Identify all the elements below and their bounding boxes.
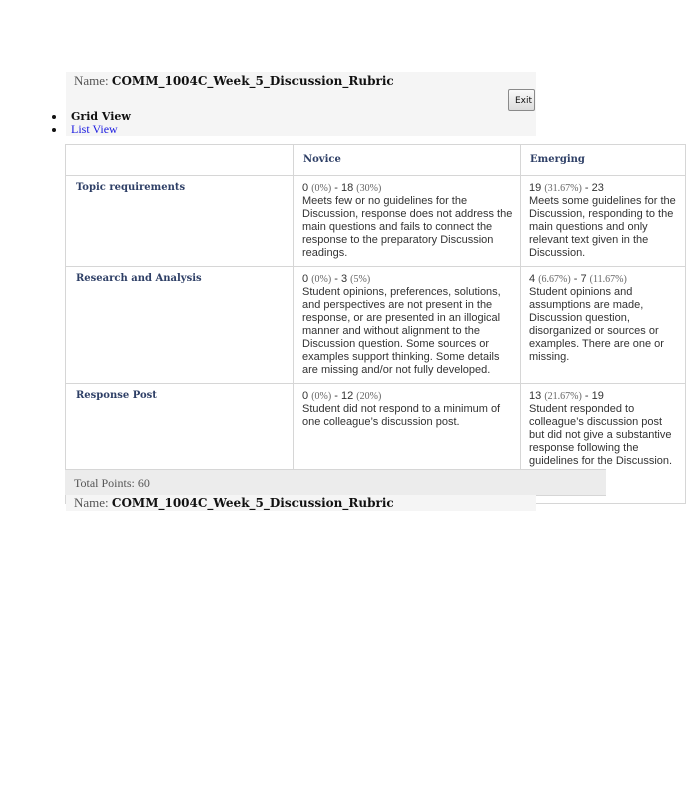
- points-max: 19: [591, 390, 604, 402]
- rubric-cell[interactable]: [521, 267, 686, 384]
- points-range: [529, 390, 679, 403]
- rubric-cell[interactable]: [294, 267, 521, 384]
- level-header-emerging: Emerging: [521, 145, 686, 176]
- points-min: 0: [302, 273, 309, 285]
- points-min-percent: (31.67%): [544, 183, 582, 194]
- points-min: 19: [529, 182, 542, 194]
- points-max: 12: [340, 390, 354, 402]
- level-description: Student opinions and assumptions are made, Discussion question, disorganized or sources or examples. There are one or missing.: [529, 286, 664, 363]
- points-min-percent: (0%): [311, 274, 332, 285]
- rubric-row-topic-requirements: [66, 176, 686, 267]
- rubric-header-row: [66, 145, 686, 176]
- points-min: 0: [302, 390, 309, 402]
- view-selector: [52, 110, 131, 136]
- grid-view-option[interactable]: Grid View: [52, 110, 131, 123]
- list-view-link[interactable]: List View: [52, 123, 131, 136]
- points-separator: -: [334, 390, 338, 402]
- points-max-percent: (20%): [356, 391, 382, 402]
- rubric-name: COMM_1004C_Week_5_Discussion_Rubric: [111, 496, 394, 510]
- name-label: Name:: [74, 495, 109, 510]
- level-description: Student opinions, preferences, solutions, and perspectives are not present in the response, or are presented in an illogical manner and without alignment to the Discussion question. Some sources or examples support thinking. Some details are missing and/or not fully developed.: [302, 286, 501, 376]
- points-min-percent: (0%): [311, 391, 332, 402]
- points-min: 0: [302, 182, 309, 194]
- name-label: Name:: [74, 73, 109, 88]
- points-range: [529, 182, 679, 195]
- total-points: Total Points: 60: [65, 469, 606, 496]
- points-min-percent: (0%): [311, 183, 332, 194]
- header-area: [66, 94, 536, 136]
- points-min-percent: (21.67%): [544, 391, 582, 402]
- points-max-percent: (30%): [356, 183, 382, 194]
- points-range: [302, 390, 514, 403]
- rubric-grid: [65, 144, 676, 496]
- points-min: 4: [529, 273, 536, 285]
- points-min: 13: [529, 390, 542, 402]
- points-separator: -: [573, 273, 578, 285]
- rubric-name: COMM_1004C_Week_5_Discussion_Rubric: [111, 74, 394, 88]
- criterion-label: Topic requirements: [66, 176, 294, 267]
- points-separator: -: [334, 182, 338, 194]
- points-max-percent: (5%): [350, 274, 371, 285]
- level-header-novice: Novice: [294, 145, 521, 176]
- points-max: 3: [340, 273, 348, 285]
- rubric-name-bar-footer: [66, 495, 536, 511]
- criterion-label: Research and Analysis: [66, 267, 294, 384]
- level-description: Meets few or no guidelines for the Discussion, response does not address the main questions and fails to connect the response to the preparatory Discussion readings.: [302, 195, 513, 259]
- points-max: 18: [340, 182, 354, 194]
- points-max: 7: [580, 273, 587, 285]
- criterion-label: Response Post: [66, 384, 294, 504]
- rubric-cell[interactable]: [294, 176, 521, 267]
- points-separator: -: [584, 182, 589, 194]
- points-min-percent: (6.67%): [538, 274, 571, 285]
- points-range: [302, 273, 514, 286]
- exit-button[interactable]: Exit: [508, 89, 535, 111]
- rubric-cell[interactable]: [521, 176, 686, 267]
- points-max: 23: [591, 182, 604, 194]
- points-separator: -: [584, 390, 589, 402]
- rubric-name-bar: [66, 72, 536, 94]
- level-description: Student did not respond to a minimum of one colleague’s discussion post.: [302, 403, 501, 428]
- level-description: Student responded to colleague’s discussion post but did not give a substantive response following the guidelines for the Discussion.: [529, 403, 673, 467]
- level-description: Meets some guidelines for the Discussion, responding to the main questions and only relevant text given in the Discussion.: [529, 195, 676, 259]
- points-max-percent: (11.67%): [589, 274, 627, 285]
- rubric-row-research-analysis: [66, 267, 686, 384]
- points-range: [529, 273, 679, 286]
- points-separator: -: [334, 273, 338, 285]
- criterion-header: [66, 145, 294, 176]
- points-range: [302, 182, 514, 195]
